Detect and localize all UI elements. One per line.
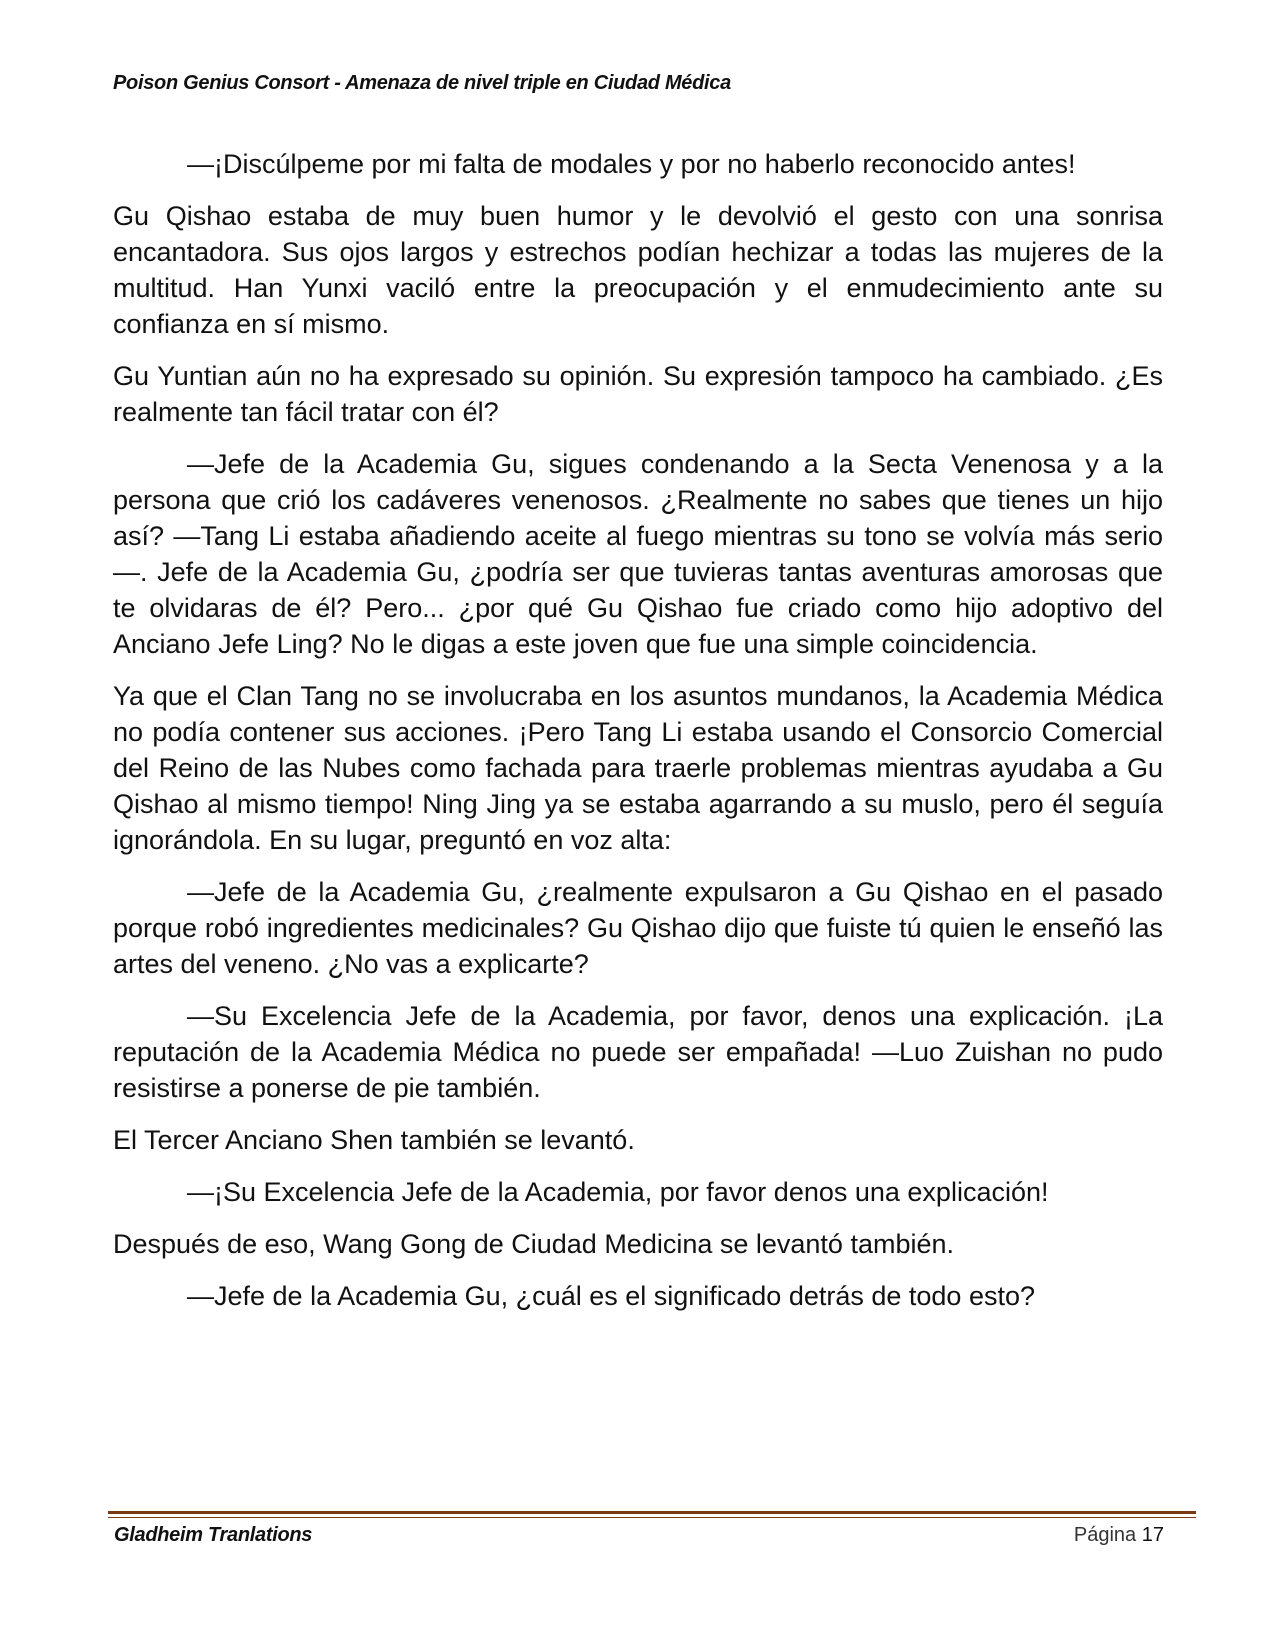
paragraph: Después de eso, Wang Gong de Ciudad Medicina se levantó también. — [113, 1229, 955, 1259]
footer-divider — [108, 1511, 1196, 1514]
paragraph: —¡Discúlpeme por mi falta de modales y por no haberlo reconocido antes! — [187, 149, 1076, 179]
paragraph: Gu Qishao estaba de muy buen humor y le devolvió el gesto con una sonrisa encantadora. Sus ojos largos y estrechos podían hechizar a todas las mujeres de la multitud. Han Yunxi vaciló entre la preocupación y el enmudecimiento ante su confianza en sí mismo. — [113, 201, 1163, 339]
paragraph: —¡Su Excelencia Jefe de la Academia, por favor denos una explicación! — [187, 1177, 1049, 1207]
paragraph: —Jefe de la Academia Gu, ¿realmente expulsaron a Gu Qishao en el pasado porque robó ingredientes medicinales? Gu Qishao dijo que fuiste tú quien le enseñó las artes del veneno. ¿No vas a explicarte? — [113, 877, 1163, 979]
page-number-label — [1074, 1524, 1164, 1547]
paragraph: Gu Yuntian aún no ha expresado su opinión. Su expresión tampoco ha cambiado. ¿Es realmente tan fácil tratar con él? — [113, 361, 1163, 427]
paragraph: —Jefe de la Academia Gu, sigues condenando a la Secta Venenosa y a la persona que crió los cadáveres venenosos. ¿Realmente no sabes que tienes un hijo así? —Tang Li estaba añadiendo aceite al fuego mientras su tono se volvía más serio—. Jefe de la Academia Gu, ¿podría ser que tuvieras tantas aventuras amorosas que te olvidaras de él? Pero... ¿por qué Gu Qishao fue criado como hijo adoptivo del Anciano Jefe Ling? No le digas a este joven que fue una simple coincidencia. — [113, 449, 1163, 659]
page-label: Página — [1073, 1524, 1137, 1546]
document-body — [113, 146, 1163, 1330]
paragraph: El Tercer Anciano Shen también se levantó. — [113, 1125, 635, 1155]
paragraph: —Su Excelencia Jefe de la Academia, por favor, denos una explicación. ¡La reputación de la Academia Médica no puede ser empañada! —Luo Zuishan no pudo resistirse a ponerse de pie también. — [113, 1001, 1163, 1103]
page-number: 17 — [1141, 1524, 1164, 1546]
paragraph: Ya que el Clan Tang no se involucraba en los asuntos mundanos, la Academia Médica no podía contener sus acciones. ¡Pero Tang Li estaba usando el Consorcio Comercial del Reino de las Nubes como fachada para traerle problemas mientras ayudaba a Gu Qishao al mismo tiempo! Ning Jing ya se estaba agarrando a su muslo, pero él seguía ignorándola. En su lugar, preguntó en voz alta: — [113, 681, 1163, 855]
footer-translator-credit: Gladheim Tranlations — [114, 1524, 313, 1546]
page-header-title: Poison Genius Consort - Amenaza de nivel triple en Ciudad Médica — [113, 72, 731, 94]
footer-divider-thin — [108, 1517, 1196, 1518]
paragraph: —Jefe de la Academia Gu, ¿cuál es el significado detrás de todo esto? — [187, 1281, 1035, 1311]
